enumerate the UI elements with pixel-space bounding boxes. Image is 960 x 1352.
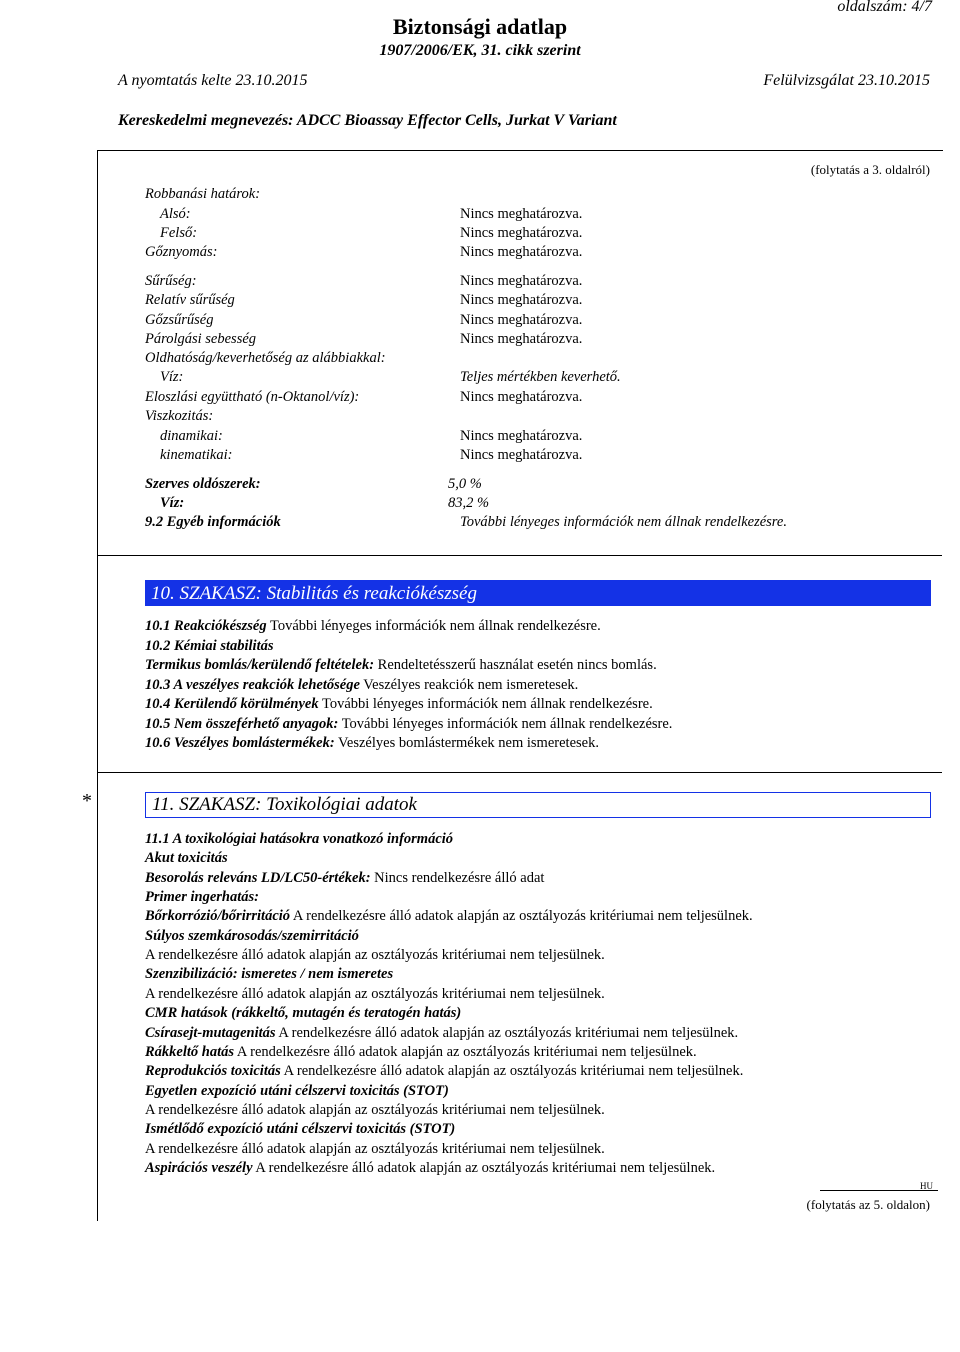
- upper-value: Nincs meghatározva.: [460, 225, 583, 241]
- partition-value: Nincs meghatározva.: [460, 389, 583, 405]
- water-content-label: Víz:: [160, 495, 185, 511]
- section10-line: [145, 657, 657, 674]
- section-11-heading: 11. SZAKASZ: Toxikológiai adatok: [145, 792, 931, 818]
- section11-line: [145, 928, 359, 945]
- section10-line-text: További lényeges információk nem állnak rendelkezésre.: [338, 715, 673, 732]
- section10-line-label: 10.6 Veszélyes bomlástermékek:: [145, 735, 335, 751]
- section10-line-label: 10.3 A veszélyes reakciók lehetősége: [145, 676, 360, 693]
- lower-value: Nincs meghatározva.: [460, 206, 583, 222]
- section11-line-text: A rendelkezésre álló adatok alapján az osztályozás kritériumai nem teljesülnek.: [145, 985, 605, 1002]
- section11-line-text: A rendelkezésre álló adatok alapján az osztályozás kritériumai nem teljesülnek.: [252, 1159, 716, 1176]
- section11-line-text: A rendelkezésre álló adatok alapján az osztályozás kritériumai nem teljesülnek.: [290, 908, 753, 925]
- density-value: Nincs meghatározva.: [460, 273, 583, 289]
- section11-line: [145, 986, 605, 1003]
- section11-line-label: Rákkeltő hatás: [145, 1043, 235, 1060]
- section11-line-label: Ismétlődő expozíció utáni célszervi toxicitás (STOT): [145, 1121, 456, 1138]
- continuation-bottom: (folytatás az 5. oldalon): [806, 1197, 930, 1212]
- section11-line-text: A rendelkezésre álló adatok alapján az osztályozás kritériumai nem teljesülnek.: [280, 1063, 744, 1080]
- section11-line: [145, 850, 228, 867]
- section11-line-label: Csírasejt-mutagenitás: [145, 1024, 276, 1041]
- section10-line: [145, 696, 653, 713]
- section11-line: [145, 966, 393, 983]
- document-subtitle: 1907/2006/EK, 31. cikk szerint: [379, 42, 581, 59]
- section11-line-label: Primer ingerhatás:: [145, 889, 259, 906]
- density-label: Sűrűség:: [145, 273, 197, 289]
- section11-line-label: 11.1 A toxikológiai hatásokra vonatkozó információ: [145, 831, 454, 847]
- section10-line-text: További lényeges információk nem állnak rendelkezésre.: [266, 618, 601, 634]
- review-date: Felülvizsgálat 23.10.2015: [763, 72, 930, 89]
- section11-line: [145, 1141, 605, 1158]
- section10-line-label: Termikus bomlás/kerülendő feltételek:: [145, 657, 375, 673]
- organic-solvents-value: 5,0 %: [448, 476, 482, 492]
- section11-line-label: Bőrkorrózió/bőrirritáció: [145, 908, 291, 925]
- section11-line-label: Akut toxicitás: [145, 850, 228, 867]
- section10-line-text: Veszélyes bomlástermékek nem ismeretesek.: [334, 735, 599, 751]
- section10-line: [145, 735, 599, 752]
- section11-line-label: Besorolás releváns LD/LC50-értékek:: [145, 869, 371, 886]
- section11-line-text: A rendelkezésre álló adatok alapján az osztályozás kritériumai nem teljesülnek.: [145, 1101, 605, 1118]
- section11-line: [145, 1063, 743, 1080]
- section11-line-text: A rendelkezésre álló adatok alapján az osztályozás kritériumai nem teljesülnek.: [145, 1140, 605, 1157]
- section11-line: [145, 831, 453, 848]
- section11-line: [145, 947, 605, 964]
- relative-density-value: Nincs meghatározva.: [460, 292, 583, 308]
- partition-label: Eloszlási együttható (n-Oktanol/víz):: [145, 389, 360, 405]
- section11-line: [145, 908, 753, 925]
- section10-line-label: 10.1 Reakciókészség: [145, 618, 267, 634]
- solubility-label: Oldhatóság/keverhetőség az alábbiakkal:: [145, 350, 386, 366]
- section10-line-label: 10.4 Kerülendő körülmények: [145, 696, 319, 712]
- section11-line-label: Súlyos szemkárosodás/szemirritáció: [145, 927, 359, 944]
- section11-line-text: Nincs rendelkezésre álló adat: [370, 869, 545, 886]
- section10-line-text: További lényeges információk nem állnak rendelkezésre.: [318, 696, 653, 712]
- section11-line: [145, 1025, 738, 1042]
- footer-rule: [820, 1190, 938, 1191]
- organic-solvents-label: Szerves oldószerek:: [145, 476, 261, 492]
- water-content-value: 83,2 %: [448, 495, 490, 511]
- other-info-label: 9.2 Egyéb információk: [145, 514, 281, 530]
- continuation-top: (folytatás a 3. oldalról): [810, 162, 930, 177]
- section11-line: [145, 1160, 715, 1177]
- section11-line-label: Egyetlen expozíció utáni célszervi toxicitás (STOT): [145, 1082, 449, 1099]
- section10-line: [145, 638, 274, 655]
- vapour-density-label: Gőzsűrűség: [145, 312, 214, 328]
- section-separator: [97, 555, 942, 556]
- dynamic-label: dinamikai:: [160, 428, 223, 444]
- print-date: A nyomtatás kelte 23.10.2015: [118, 72, 308, 89]
- water-label: Víz:: [160, 369, 184, 385]
- section11-line: [145, 1005, 461, 1022]
- language-code: HU: [920, 1181, 933, 1191]
- section10-line: [145, 716, 672, 733]
- section11-line: [145, 870, 544, 887]
- trade-name: Kereskedelmi megnevezés: ADCC Bioassay Effector Cells, Jurkat V Variant: [118, 112, 617, 129]
- lower-label: Alsó:: [160, 206, 191, 222]
- section11-line-label: Reprodukciós toxicitás: [145, 1063, 281, 1080]
- dynamic-value: Nincs meghatározva.: [460, 428, 583, 444]
- section11-line: [145, 1044, 697, 1061]
- section10-line-text: Rendeltetésszerű használat esetén nincs bomlás.: [374, 657, 657, 673]
- section10-line: [145, 677, 578, 694]
- section11-line-text: A rendelkezésre álló adatok alapján az osztályozás kritériumai nem teljesülnek.: [234, 1043, 697, 1060]
- section11-line-label: CMR hatások (rákkeltő, mutagén és teratogén hatás): [145, 1005, 462, 1022]
- section-separator-2: [97, 772, 942, 773]
- section11-line-text: A rendelkezésre álló adatok alapján az osztályozás kritériumai nem teljesülnek.: [275, 1024, 739, 1041]
- change-marker: *: [82, 790, 92, 812]
- section11-line-label: Aspirációs veszély: [145, 1159, 253, 1176]
- page-number: oldalszám: 4/7: [837, 0, 932, 15]
- section11-line: [145, 889, 259, 906]
- relative-density-label: Relatív sűrűség: [145, 292, 235, 308]
- other-info-value: További lényeges információk nem állnak rendelkezésre.: [460, 514, 787, 530]
- document-title: Biztonsági adatlap: [392, 14, 568, 39]
- section11-line-label: Szenzibilizáció: ismeretes / nem ismeretes: [145, 966, 394, 983]
- upper-label: Felső:: [160, 225, 198, 241]
- viscosity-label: Viszkozitás:: [145, 408, 214, 424]
- section11-line: [145, 1121, 455, 1138]
- section11-line: [145, 1083, 449, 1100]
- section10-line-text: Veszélyes reakciók nem ismeretesek.: [359, 676, 579, 693]
- section10-line-label: 10.5 Nem összeférhető anyagok:: [145, 715, 339, 732]
- water-value: Teljes mértékben keverhető.: [460, 369, 621, 385]
- vapour-pressure-label: Gőznyomás:: [145, 244, 218, 260]
- section-10-heading: 10. SZAKASZ: Stabilitás és reakciókészség: [145, 580, 931, 606]
- section10-line-label: 10.2 Kémiai stabilitás: [145, 637, 274, 654]
- vapour-pressure-value: Nincs meghatározva.: [460, 244, 583, 260]
- kinematic-label: kinematikai:: [160, 447, 233, 463]
- section11-line-text: A rendelkezésre álló adatok alapján az osztályozás kritériumai nem teljesülnek.: [145, 947, 605, 964]
- section11-line: [145, 1102, 605, 1119]
- vapour-density-value: Nincs meghatározva.: [460, 312, 583, 328]
- kinematic-value: Nincs meghatározva.: [460, 447, 583, 463]
- evaporation-rate-value: Nincs meghatározva.: [460, 331, 583, 347]
- section10-line: [145, 618, 601, 635]
- evaporation-rate-label: Párolgási sebesség: [145, 331, 257, 347]
- explosion-limits-label: Robbanási határok:: [145, 186, 261, 202]
